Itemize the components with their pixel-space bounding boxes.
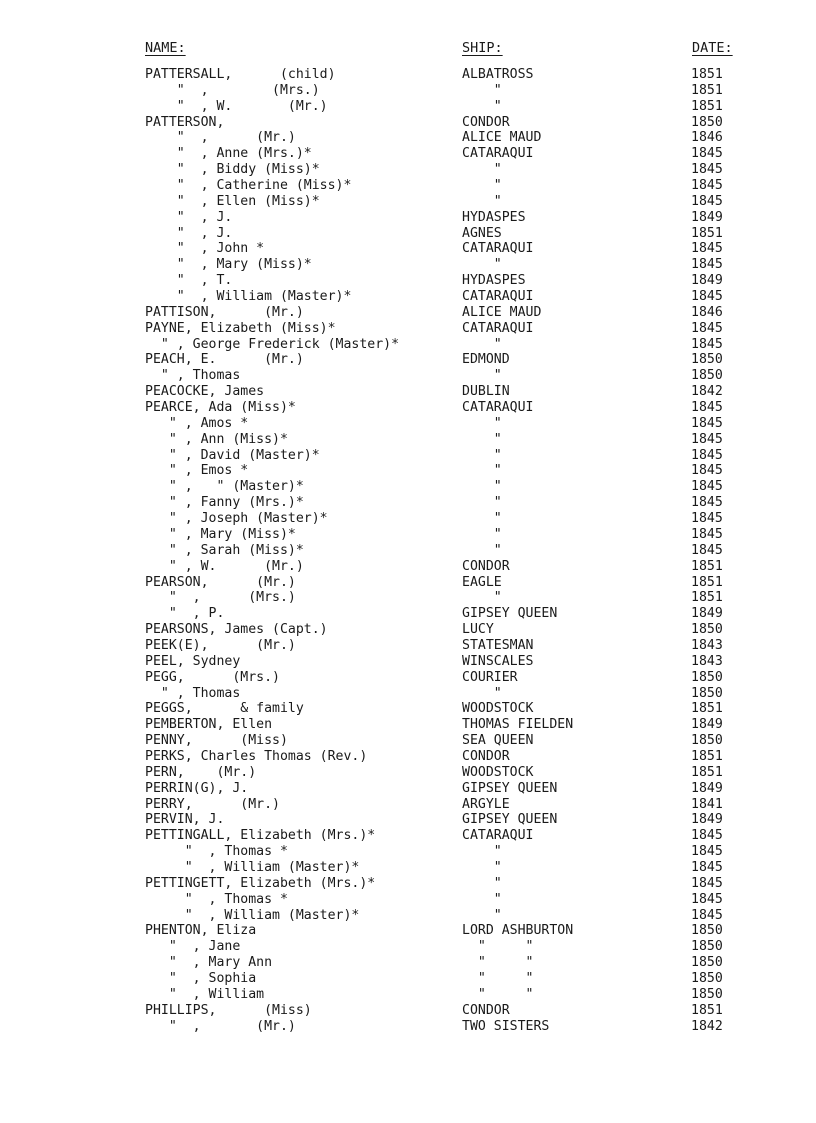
passenger-name: PAYNE, Elizabeth (Miss)* xyxy=(145,320,336,336)
ship-name: " xyxy=(462,859,502,875)
arrival-date: 1845 xyxy=(691,891,723,907)
ship-name: " xyxy=(462,431,502,447)
arrival-date: 1845 xyxy=(691,844,723,860)
arrival-date: 1841 xyxy=(691,796,723,812)
ship-name: WOODSTOCK xyxy=(462,764,534,780)
passenger-name: " , Jane xyxy=(145,939,241,955)
table-row xyxy=(0,686,816,702)
passenger-name: PATTERSALL, (child) xyxy=(145,67,336,82)
ship-name: EDMOND xyxy=(462,352,510,368)
ship-name: CATARAQUI xyxy=(462,241,534,257)
arrival-date: 1850 xyxy=(691,685,723,701)
arrival-date: 1850 xyxy=(691,114,723,130)
table-row xyxy=(0,130,816,146)
table-row xyxy=(0,416,816,432)
table-row xyxy=(0,781,816,797)
table-row xyxy=(0,590,816,606)
passenger-name: " , William (Master)* xyxy=(145,859,360,875)
arrival-date: 1846 xyxy=(691,304,723,320)
arrival-date: 1849 xyxy=(691,780,723,796)
passenger-name: " , Catherine (Miss)* xyxy=(145,178,352,194)
passenger-name: PEACOCKE, James xyxy=(145,384,265,400)
arrival-date: 1850 xyxy=(691,955,723,971)
passenger-name: " , W. (Mr.) xyxy=(145,98,328,114)
ship-name: GIPSEY QUEEN xyxy=(462,812,558,828)
column-header-row xyxy=(0,40,816,60)
passenger-name: PEACH, E. (Mr.) xyxy=(145,352,304,368)
arrival-date: 1845 xyxy=(691,320,723,336)
ship-name: " xyxy=(462,891,502,907)
arrival-date: 1851 xyxy=(691,748,723,764)
ship-name: " xyxy=(462,479,502,495)
arrival-date: 1850 xyxy=(691,986,723,1002)
table-row xyxy=(0,828,816,844)
arrival-date: 1850 xyxy=(691,622,723,638)
ship-name: WOODSTOCK xyxy=(462,701,534,717)
ship-name: CONDOR xyxy=(462,748,510,764)
table-row xyxy=(0,543,816,559)
passenger-name: " , W. (Mr.) xyxy=(145,558,304,574)
arrival-date: 1845 xyxy=(691,495,723,511)
passenger-name: " , Thomas * xyxy=(145,844,288,860)
table-row xyxy=(0,115,816,131)
passenger-list xyxy=(0,67,816,1034)
ship-name: TWO SISTERS xyxy=(462,1018,550,1034)
passenger-name: " , Sarah (Miss)* xyxy=(145,542,304,558)
passenger-name: " , (Mrs.) xyxy=(145,590,296,606)
passenger-name: PHENTON, Eliza xyxy=(145,923,257,939)
header-date: DATE: xyxy=(692,40,733,56)
passenger-name: PETTINGALL, Elizabeth (Mrs.)* xyxy=(145,828,376,844)
arrival-date: 1845 xyxy=(691,431,723,447)
arrival-date: 1843 xyxy=(691,653,723,669)
table-row xyxy=(0,860,816,876)
ship-name: " xyxy=(462,685,502,701)
arrival-date: 1845 xyxy=(691,828,723,844)
table-row xyxy=(0,352,816,368)
table-row xyxy=(0,1003,816,1019)
header-ship: SHIP: xyxy=(462,40,503,56)
table-row xyxy=(0,241,816,257)
table-row xyxy=(0,1019,816,1035)
table-row xyxy=(0,765,816,781)
ship-name: " " xyxy=(462,939,534,955)
arrival-date: 1851 xyxy=(691,590,723,606)
table-row xyxy=(0,749,816,765)
table-row xyxy=(0,923,816,939)
passenger-name: " , Amos * xyxy=(145,415,249,431)
arrival-date: 1850 xyxy=(691,352,723,368)
arrival-date: 1851 xyxy=(691,764,723,780)
passenger-name: " , (Mr.) xyxy=(145,1018,296,1034)
passenger-name: " , Ellen (Miss)* xyxy=(145,193,320,209)
passenger-name: " , " (Master)* xyxy=(145,479,304,495)
ship-name: THOMAS FIELDEN xyxy=(462,717,574,733)
arrival-date: 1846 xyxy=(691,130,723,146)
arrival-date: 1851 xyxy=(691,701,723,717)
ship-name: CONDOR xyxy=(462,1002,510,1018)
ship-name: " xyxy=(462,257,502,273)
table-row xyxy=(0,289,816,305)
passenger-name: PATTERSON, xyxy=(145,114,225,130)
passenger-name: " , Thomas xyxy=(145,685,241,701)
ship-name: CATARAQUI xyxy=(462,146,534,162)
arrival-date: 1851 xyxy=(691,1002,723,1018)
arrival-date: 1845 xyxy=(691,336,723,352)
ship-name: CATARAQUI xyxy=(462,320,534,336)
arrival-date: 1845 xyxy=(691,241,723,257)
table-row xyxy=(0,844,816,860)
arrival-date: 1845 xyxy=(691,479,723,495)
arrival-date: 1845 xyxy=(691,193,723,209)
arrival-date: 1849 xyxy=(691,812,723,828)
passenger-name: " , William (Master)* xyxy=(145,907,360,923)
arrival-date: 1851 xyxy=(691,98,723,114)
table-row xyxy=(0,448,816,464)
ship-name: HYDASPES xyxy=(462,209,526,225)
passenger-name: PEEK(E), (Mr.) xyxy=(145,637,296,653)
table-row xyxy=(0,432,816,448)
table-row xyxy=(0,368,816,384)
table-row xyxy=(0,337,816,353)
passenger-name: " , (Mrs.) xyxy=(145,82,320,98)
table-row xyxy=(0,812,816,828)
arrival-date: 1845 xyxy=(691,146,723,162)
ship-name: " xyxy=(462,336,502,352)
arrival-date: 1845 xyxy=(691,289,723,305)
arrival-date: 1845 xyxy=(691,511,723,527)
arrival-date: 1850 xyxy=(691,970,723,986)
ship-name: " xyxy=(462,463,502,479)
table-row xyxy=(0,987,816,1003)
arrival-date: 1845 xyxy=(691,400,723,416)
ship-name: " xyxy=(462,415,502,431)
table-row xyxy=(0,99,816,115)
arrival-date: 1845 xyxy=(691,542,723,558)
passenger-name: PEARCE, Ada (Miss)* xyxy=(145,400,296,416)
passenger-name: PENNY, (Miss) xyxy=(145,733,288,749)
table-row xyxy=(0,892,816,908)
table-row xyxy=(0,654,816,670)
ship-name: " xyxy=(462,542,502,558)
passenger-name: " , Thomas * xyxy=(145,891,288,907)
passenger-name: " , P. xyxy=(145,606,225,622)
arrival-date: 1845 xyxy=(691,907,723,923)
ship-name: " xyxy=(462,178,502,194)
ship-name: CATARAQUI xyxy=(462,828,534,844)
table-row xyxy=(0,479,816,495)
table-row xyxy=(0,257,816,273)
ship-name: LORD ASHBURTON xyxy=(462,923,574,939)
ship-name: " xyxy=(462,98,502,114)
ship-name: " xyxy=(462,82,502,98)
arrival-date: 1850 xyxy=(691,923,723,939)
table-row xyxy=(0,955,816,971)
arrival-date: 1845 xyxy=(691,463,723,479)
table-row xyxy=(0,717,816,733)
table-row xyxy=(0,638,816,654)
passenger-name: " , Anne (Mrs.)* xyxy=(145,146,312,162)
table-row xyxy=(0,511,816,527)
arrival-date: 1851 xyxy=(691,67,723,82)
passenger-name: " , Joseph (Master)* xyxy=(145,511,328,527)
passenger-name: PEEL, Sydney xyxy=(145,653,241,669)
table-row xyxy=(0,146,816,162)
passenger-name: PERRY, (Mr.) xyxy=(145,796,280,812)
arrival-date: 1849 xyxy=(691,209,723,225)
arrival-date: 1850 xyxy=(691,669,723,685)
ship-name: CONDOR xyxy=(462,558,510,574)
arrival-date: 1845 xyxy=(691,257,723,273)
ship-name: " xyxy=(462,162,502,178)
arrival-date: 1851 xyxy=(691,558,723,574)
table-row xyxy=(0,733,816,749)
passenger-name: " , William xyxy=(145,986,265,1002)
passenger-name: " , T. xyxy=(145,273,233,289)
ship-name: CONDOR xyxy=(462,114,510,130)
passenger-name: " , Mary (Miss)* xyxy=(145,257,312,273)
passenger-name: PETTINGETT, Elizabeth (Mrs.)* xyxy=(145,875,376,891)
arrival-date: 1845 xyxy=(691,447,723,463)
ship-name: " xyxy=(462,193,502,209)
ship-name: ALICE MAUD xyxy=(462,130,542,146)
ship-name: ALBATROSS xyxy=(462,67,534,82)
table-row xyxy=(0,797,816,813)
ship-name: " " xyxy=(462,986,534,1002)
arrival-date: 1850 xyxy=(691,939,723,955)
passenger-name: " , J. xyxy=(145,225,233,241)
ship-name: " xyxy=(462,495,502,511)
passenger-name: " , Biddy (Miss)* xyxy=(145,162,320,178)
table-row xyxy=(0,210,816,226)
ship-name: " " xyxy=(462,955,534,971)
ship-name: CATARAQUI xyxy=(462,400,534,416)
ship-name: ALICE MAUD xyxy=(462,304,542,320)
table-row xyxy=(0,226,816,242)
ship-name: HYDASPES xyxy=(462,273,526,289)
passenger-name: " , Thomas xyxy=(145,368,241,384)
passenger-name: PEARSONS, James (Capt.) xyxy=(145,622,328,638)
ship-name: " " xyxy=(462,970,534,986)
arrival-date: 1851 xyxy=(691,574,723,590)
passenger-name: " , David (Master)* xyxy=(145,447,320,463)
arrival-date: 1843 xyxy=(691,637,723,653)
passenger-name: " , Sophia xyxy=(145,970,257,986)
passenger-name: PATTISON, (Mr.) xyxy=(145,304,304,320)
header-name: NAME: xyxy=(145,40,186,56)
passenger-name: " , Mary Ann xyxy=(145,955,273,971)
table-row xyxy=(0,876,816,892)
table-row xyxy=(0,162,816,178)
passenger-name: " , J. xyxy=(145,209,233,225)
ship-name: SEA QUEEN xyxy=(462,733,534,749)
ship-name: " xyxy=(462,526,502,542)
passenger-name: PERKS, Charles Thomas (Rev.) xyxy=(145,748,368,764)
table-row xyxy=(0,971,816,987)
ship-name: AGNES xyxy=(462,225,502,241)
ship-name: " xyxy=(462,590,502,606)
ship-name: " xyxy=(462,511,502,527)
passenger-name: PERN, (Mr.) xyxy=(145,764,257,780)
arrival-date: 1849 xyxy=(691,606,723,622)
ship-name: GIPSEY QUEEN xyxy=(462,606,558,622)
table-row xyxy=(0,701,816,717)
ship-name: STATESMAN xyxy=(462,637,534,653)
ship-name: " xyxy=(462,844,502,860)
passenger-name: " , Ann (Miss)* xyxy=(145,431,288,447)
table-row xyxy=(0,670,816,686)
passenger-name: " , John * xyxy=(145,241,265,257)
arrival-date: 1849 xyxy=(691,273,723,289)
table-row xyxy=(0,178,816,194)
table-row xyxy=(0,559,816,575)
passenger-name: " , Mary (Miss)* xyxy=(145,526,296,542)
passenger-name: PEARSON, (Mr.) xyxy=(145,574,296,590)
passenger-name: " , (Mr.) xyxy=(145,130,296,146)
passenger-name: PERVIN, J. xyxy=(145,812,225,828)
passenger-name: PEGGS, & family xyxy=(145,701,304,717)
table-row xyxy=(0,527,816,543)
table-row xyxy=(0,606,816,622)
table-row xyxy=(0,83,816,99)
ship-name: " xyxy=(462,447,502,463)
passenger-name: PERRIN(G), J. xyxy=(145,780,249,796)
ship-name: " xyxy=(462,368,502,384)
arrival-date: 1845 xyxy=(691,526,723,542)
passenger-name: PHILLIPS, (Miss) xyxy=(145,1002,312,1018)
passenger-name: PEGG, (Mrs.) xyxy=(145,669,280,685)
table-row xyxy=(0,273,816,289)
ship-name: COURIER xyxy=(462,669,518,685)
arrival-date: 1845 xyxy=(691,178,723,194)
table-row xyxy=(0,939,816,955)
ship-name: " xyxy=(462,907,502,923)
passenger-name: " , William (Master)* xyxy=(145,289,352,305)
ship-name: DUBLIN xyxy=(462,384,510,400)
table-row xyxy=(0,384,816,400)
ship-name: EAGLE xyxy=(462,574,502,590)
passenger-name: " , Fanny (Mrs.)* xyxy=(145,495,304,511)
ship-name: LUCY xyxy=(462,622,494,638)
table-row xyxy=(0,305,816,321)
arrival-date: 1850 xyxy=(691,368,723,384)
ship-name: " xyxy=(462,875,502,891)
table-row xyxy=(0,463,816,479)
arrival-date: 1842 xyxy=(691,384,723,400)
arrival-date: 1851 xyxy=(691,82,723,98)
table-row xyxy=(0,400,816,416)
ship-name: ARGYLE xyxy=(462,796,510,812)
passenger-name: PEMBERTON, Ellen xyxy=(145,717,273,733)
table-row xyxy=(0,321,816,337)
ship-name: GIPSEY QUEEN xyxy=(462,780,558,796)
arrival-date: 1845 xyxy=(691,162,723,178)
table-row xyxy=(0,575,816,591)
table-row xyxy=(0,622,816,638)
passenger-name: " , George Frederick (Master)* xyxy=(145,336,400,352)
table-row xyxy=(0,194,816,210)
arrival-date: 1851 xyxy=(691,225,723,241)
arrival-date: 1850 xyxy=(691,733,723,749)
table-row xyxy=(0,908,816,924)
arrival-date: 1845 xyxy=(691,415,723,431)
arrival-date: 1849 xyxy=(691,717,723,733)
ship-name: WINSCALES xyxy=(462,653,534,669)
ship-name: CATARAQUI xyxy=(462,289,534,305)
arrival-date: 1845 xyxy=(691,859,723,875)
passenger-name: " , Emos * xyxy=(145,463,249,479)
arrival-date: 1845 xyxy=(691,875,723,891)
table-row xyxy=(0,67,816,83)
arrival-date: 1842 xyxy=(691,1018,723,1034)
table-row xyxy=(0,495,816,511)
